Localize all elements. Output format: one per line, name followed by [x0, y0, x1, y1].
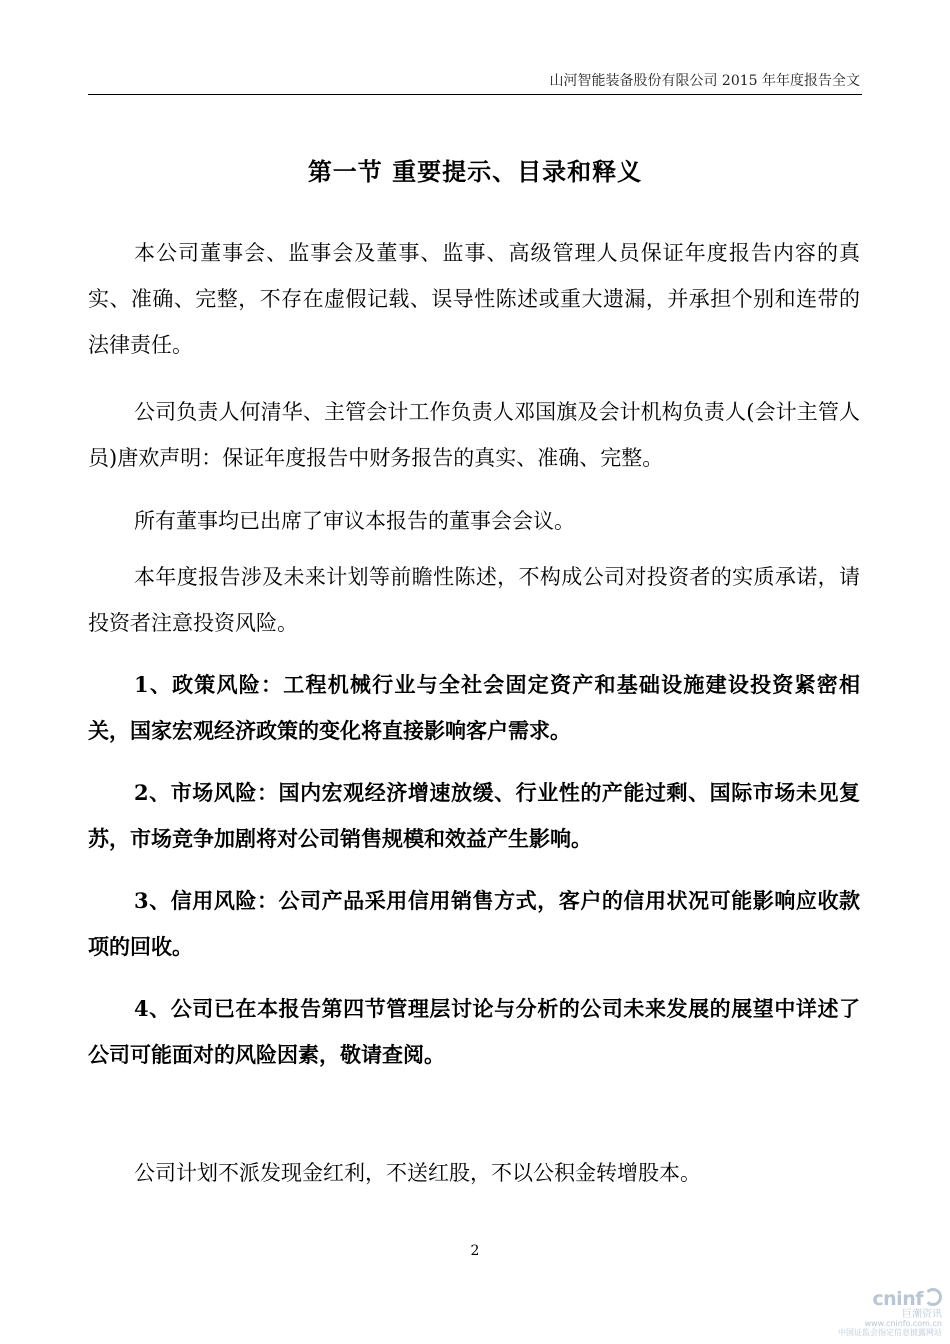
cninfo-watermark — [832, 1288, 942, 1338]
paragraph-policy-risk: 1、政策风险：工程机械行业与全社会固定资产和基础设施建设投资紧密相关，国家宏观经济政策的变化将直接影响客户需求。 — [88, 672, 860, 743]
swirl-icon — [924, 1288, 942, 1306]
paragraph-officer-declaration: 公司负责人何清华、主管会计工作负责人邓国旗及会计机构负责人(会计主管人员)唐欢声明：保证年度报告中财务报告的真实、准确、完整。 — [88, 400, 860, 470]
watermark-org: 中国证监会指定信息披露网站 — [838, 1328, 942, 1338]
paragraph-forward-looking: 本年度报告涉及未来计划等前瞻性陈述，不构成公司对投资者的实质承诺，请投资者注意投资风险。 — [88, 565, 860, 635]
paragraph-responsibility: 本公司董事会、监事会及董事、监事、高级管理人员保证年度报告内容的真实、准确、完整，不存在虚假记载、误导性陈述或重大遗漏，并承担个别和连带的法律责任。 — [88, 241, 860, 357]
running-header: 山河智能装备股份有限公司 2015 年年度报告全文 — [549, 73, 860, 89]
paragraph-market-risk: 2、市场风险：国内宏观经济增速放缓、行业性的产能过剩、国际市场未见复苏，市场竞争加剧将对公司销售规模和效益产生影响。 — [88, 780, 860, 851]
header-divider — [88, 94, 862, 95]
watermark-name: 巨潮资讯 — [902, 1309, 942, 1321]
section-title: 第一节 重要提示、目录和释义 — [307, 157, 643, 186]
cninfo-logo: cninf — [832, 1288, 942, 1310]
paragraph-board-attendance: 所有董事均已出席了审议本报告的董事会会议。 — [134, 509, 575, 533]
page-number: 2 — [470, 1243, 480, 1259]
paragraph-credit-risk: 3、信用风险：公司产品采用信用销售方式，客户的信用状况可能影响应收款项的回收。 — [88, 888, 860, 959]
paragraph-dividend-plan: 公司计划不派发现金红利，不送红股，不以公积金转增股本。 — [134, 1161, 701, 1185]
watermark-url: www.cninfo.com.cn — [864, 1319, 942, 1329]
paragraph-risk-reference: 4、公司已在本报告第四节管理层讨论与分析的公司未来发展的展望中详述了公司可能面对的风险因素，敬请查阅。 — [88, 996, 860, 1067]
